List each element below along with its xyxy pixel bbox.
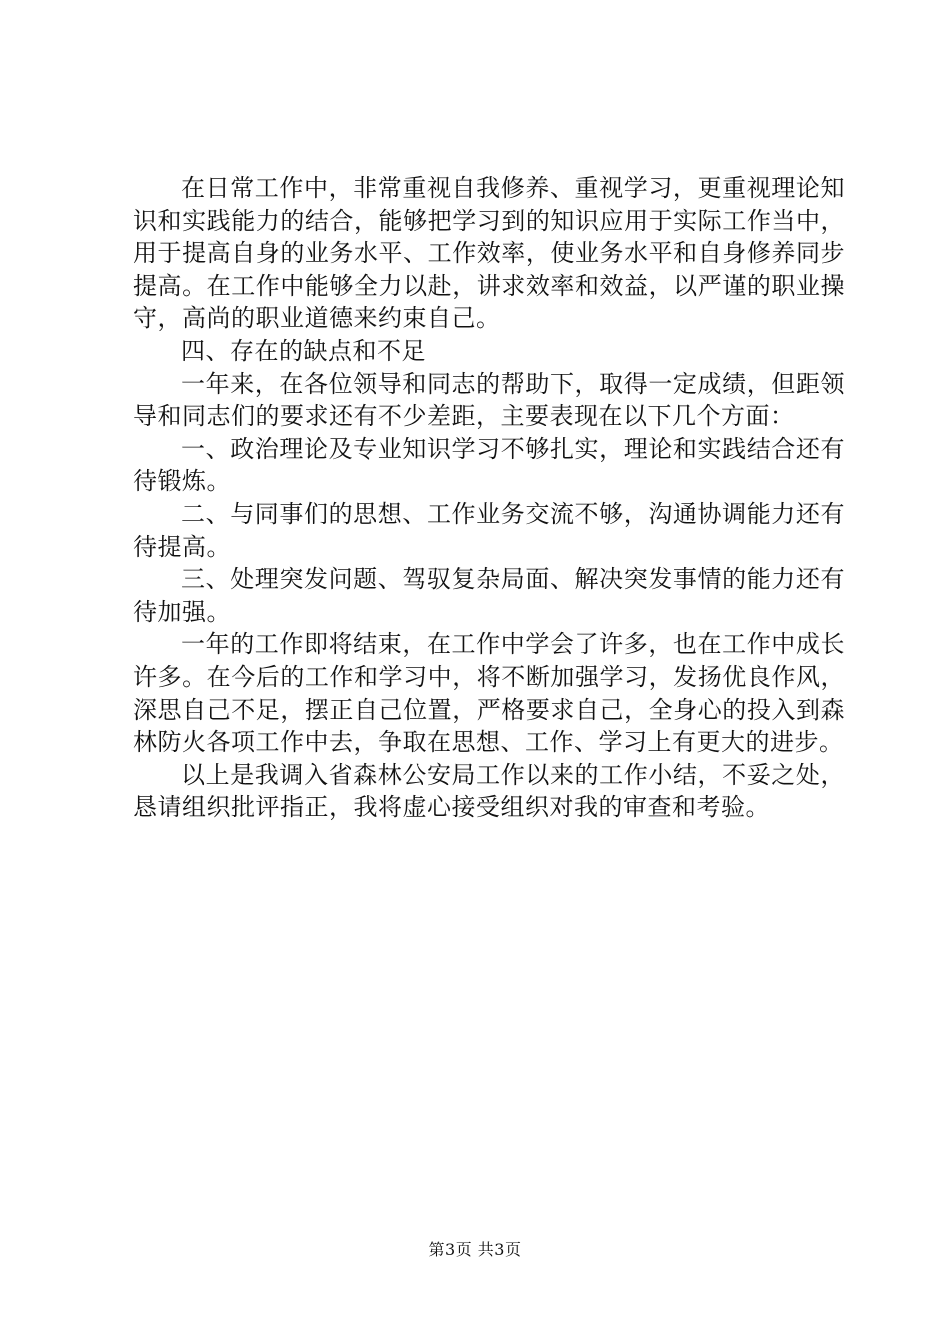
section-heading-shortcomings: 四、存在的缺点和不足: [181, 336, 426, 365]
paragraph-point-three: 三、处理突发问题、驾驭复杂局面、解决突发事情的能力还有待加强。: [133, 565, 845, 626]
page-number-footer: 第3页 共3页: [428, 1240, 522, 1259]
paragraph-closing: 以上是我调入省森林公安局工作以来的工作小结，不妥之处，恳请组织批评指正，我将虚心接受组织对我的审查和考验。: [133, 760, 845, 822]
paragraph-point-two: 二、与同事们的思想、工作业务交流不够，沟通协调能力还有待提高。: [133, 499, 845, 561]
paragraph-daily-work: 在日常工作中，非常重视自我修养、重视学习，更重视理论知识和实践能力的结合，能够把学习到的知识应用于实际工作当中，用于提高自身的业务水平、工作效率，使业务水平和自身修养同步提高。在工作中能够全力以赴，讲求效率和效益，以严谨的职业操守，高尚的职业道德来约束自己。: [133, 174, 845, 333]
paragraph-shortcomings-intro: 一年来，在各位领导和同志的帮助下，取得一定成绩，但距领导和同志们的要求还有不少差距，主要表现在以下几个方面：: [133, 369, 845, 431]
document-body: [133, 172, 845, 824]
paragraph-outlook: 一年的工作即将结束，在工作中学会了许多，也在工作中成长许多。在今后的工作和学习中，将不断加强学习，发扬优良作风，深思自己不足，摆正自己位置，严格要求自己，全身心的投入到森林防火各项工作中去，争取在思想、工作、学习上有更大的进步。: [133, 630, 845, 757]
paragraph-point-one: 一、政治理论及专业知识学习不够扎实，理论和实践结合还有待锻炼。: [133, 434, 845, 496]
